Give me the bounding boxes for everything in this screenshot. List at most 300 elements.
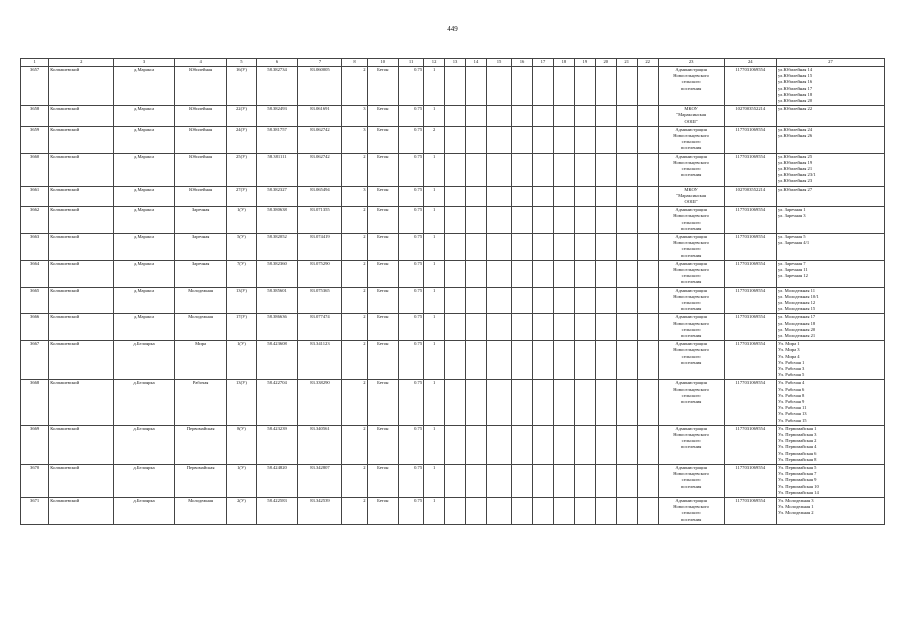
- owner-line: поселения: [680, 225, 702, 231]
- empty-cell: [466, 153, 487, 186]
- surface-cell: Бетон: [367, 207, 398, 234]
- ogrn-cell: 1177031069554: [724, 425, 776, 464]
- surface-cell: Бетон: [367, 287, 398, 314]
- empty-cell: [574, 287, 595, 314]
- empty-cell: [512, 186, 533, 207]
- owner-line: Новосельцевского: [673, 386, 709, 392]
- owner-cell: [658, 380, 724, 425]
- locality-cell: д.Белоярка: [114, 464, 175, 497]
- container-type-cell: 2: [342, 67, 367, 106]
- count-cell: 2: [424, 126, 445, 153]
- owner-line: Администрация: [675, 380, 707, 386]
- addresses-cell: [776, 126, 884, 153]
- table-row: [21, 153, 885, 186]
- address-line: ул.Юбилейная 16: [777, 79, 813, 85]
- house-cell: 22(У): [227, 106, 256, 127]
- ogrn-cell: 1177031069554: [724, 153, 776, 186]
- address-line: ул.Юбилейная 24: [777, 126, 813, 132]
- empty-cell: [486, 497, 511, 524]
- owner-line: Администрация: [675, 126, 707, 132]
- empty-cell: [574, 380, 595, 425]
- addresses-cell: [776, 233, 884, 260]
- address-line: ул. Заречная 11: [777, 266, 808, 272]
- owner-line: сельского: [681, 139, 701, 145]
- latitude-cell: 58.422583: [256, 497, 298, 524]
- empty-cell: [466, 260, 487, 287]
- empty-cell: [445, 106, 466, 127]
- owner-line: поселения: [680, 279, 702, 285]
- empty-cell: [553, 497, 574, 524]
- container-type-cell: 2: [342, 233, 367, 260]
- owner-line: Новосельцевского: [673, 132, 709, 138]
- address-line: ул. Заречная 4/1: [777, 240, 810, 246]
- empty-cell: [486, 260, 511, 287]
- addresses-cell: [776, 380, 884, 425]
- empty-cell: [637, 207, 658, 234]
- area-cell: 0.75: [399, 260, 424, 287]
- area-cell: 0.75: [399, 425, 424, 464]
- container-type-cell: 2: [342, 207, 367, 234]
- empty-cell: [595, 425, 616, 464]
- house-cell: 16(У): [227, 67, 256, 106]
- ogrn-cell: 1177031069554: [724, 497, 776, 524]
- column-number: 15: [486, 59, 511, 67]
- district-cell: Колпашевский: [49, 67, 114, 106]
- district-cell: Колпашевский: [49, 153, 114, 186]
- empty-cell: [486, 153, 511, 186]
- empty-cell: [553, 341, 574, 380]
- record-number: 3659: [21, 126, 49, 153]
- latitude-cell: 58.382493: [256, 106, 298, 127]
- owner-line: сельского: [681, 299, 701, 305]
- column-number: 18: [553, 59, 574, 67]
- empty-cell: [553, 106, 574, 127]
- empty-cell: [553, 314, 574, 341]
- district-cell: Колпашевский: [49, 287, 114, 314]
- empty-cell: [533, 380, 554, 425]
- district-cell: Колпашевский: [49, 341, 114, 380]
- empty-cell: [616, 106, 637, 127]
- surface-cell: Бетон: [367, 464, 398, 497]
- ogrn-cell: 1027003552214: [724, 106, 776, 127]
- latitude-cell: 58.424820: [256, 464, 298, 497]
- empty-cell: [553, 67, 574, 106]
- column-number: 14: [466, 59, 487, 67]
- area-cell: 0.75: [399, 287, 424, 314]
- address-line: ул. Заречная 1: [777, 207, 806, 213]
- record-number: 3671: [21, 497, 49, 524]
- longitude-cell: 83.338290: [298, 380, 342, 425]
- district-cell: Колпашевский: [49, 126, 114, 153]
- area-cell: 0.75: [399, 207, 424, 234]
- address-line: ул.Юбилейная 15: [777, 73, 813, 79]
- owner-line: Новосельцевского: [673, 320, 709, 326]
- empty-cell: [595, 207, 616, 234]
- record-number: 3664: [21, 260, 49, 287]
- address-line: ул. Заречная 5: [777, 233, 806, 239]
- owner-cell: [658, 106, 724, 127]
- ogrn-cell: 1177031069554: [724, 67, 776, 106]
- house-cell: 13(У): [227, 380, 256, 425]
- locality-cell: д.Белоярка: [114, 425, 175, 464]
- owner-line: "Мараксинская: [676, 112, 706, 118]
- surface-cell: Бетон: [367, 314, 398, 341]
- ogrn-cell: 1177031069554: [724, 314, 776, 341]
- address-line: Ул. Мира 4: [777, 353, 800, 359]
- table-row: [21, 260, 885, 287]
- owner-line: Администрация: [675, 207, 707, 213]
- surface-cell: Бетон: [367, 153, 398, 186]
- empty-cell: [595, 67, 616, 106]
- district-cell: Колпашевский: [49, 464, 114, 497]
- count-cell: 1: [424, 425, 445, 464]
- register-table: [20, 58, 885, 525]
- empty-cell: [637, 260, 658, 287]
- latitude-cell: 58.382360: [256, 260, 298, 287]
- column-number: 13: [445, 59, 466, 67]
- address-line: Ул. Рабочая 9: [777, 398, 805, 404]
- address-line: Ул. Первомайская 2: [777, 438, 817, 444]
- empty-cell: [533, 287, 554, 314]
- addresses-cell: [776, 425, 884, 464]
- ogrn-cell: 1177031069554: [724, 260, 776, 287]
- area-cell: 0.75: [399, 186, 424, 207]
- empty-cell: [574, 233, 595, 260]
- empty-cell: [553, 153, 574, 186]
- owner-line: поселения: [680, 483, 702, 489]
- address-line: ул. Молодежная 12: [777, 299, 816, 305]
- empty-cell: [486, 314, 511, 341]
- empty-cell: [533, 67, 554, 106]
- column-number: 1: [21, 59, 49, 67]
- owner-line: Новосельцевского: [673, 73, 709, 79]
- count-cell: 1: [424, 207, 445, 234]
- locality-cell: д.Маракса: [114, 67, 175, 106]
- empty-cell: [637, 67, 658, 106]
- district-cell: Колпашевский: [49, 497, 114, 524]
- table-row: [21, 233, 885, 260]
- district-cell: Колпашевский: [49, 233, 114, 260]
- empty-cell: [533, 314, 554, 341]
- locality-cell: д.Белоярка: [114, 497, 175, 524]
- empty-cell: [637, 314, 658, 341]
- container-type-cell: 2: [342, 464, 367, 497]
- ogrn-cell: 1177031069554: [724, 380, 776, 425]
- empty-cell: [595, 126, 616, 153]
- house-cell: 1(У): [227, 207, 256, 234]
- district-cell: Колпашевский: [49, 106, 114, 127]
- table-row: [21, 186, 885, 207]
- street-cell: Юбилейная: [174, 106, 226, 127]
- empty-cell: [574, 67, 595, 106]
- area-cell: 0.75: [399, 314, 424, 341]
- count-cell: 1: [424, 233, 445, 260]
- longitude-cell: 83.075365: [298, 287, 342, 314]
- house-cell: 24(У): [227, 126, 256, 153]
- empty-cell: [553, 380, 574, 425]
- empty-cell: [445, 497, 466, 524]
- column-number: 23: [658, 59, 724, 67]
- empty-cell: [616, 341, 637, 380]
- address-line: Ул. Рабочая 15: [777, 417, 807, 423]
- owner-line: Администрация: [675, 497, 707, 503]
- empty-cell: [512, 67, 533, 106]
- empty-cell: [637, 186, 658, 207]
- empty-cell: [616, 126, 637, 153]
- record-number: 3667: [21, 341, 49, 380]
- empty-cell: [445, 186, 466, 207]
- address-line: Ул. Первомайская 5: [777, 464, 817, 470]
- empty-cell: [486, 126, 511, 153]
- addresses-cell: [776, 207, 884, 234]
- record-number: 3666: [21, 314, 49, 341]
- surface-cell: Бетон: [367, 260, 398, 287]
- address-line: Ул. Первомайская 4: [777, 444, 817, 450]
- owner-line: поселения: [680, 516, 702, 522]
- empty-cell: [595, 153, 616, 186]
- owner-line: поселения: [680, 145, 702, 151]
- container-type-cell: 2: [342, 497, 367, 524]
- street-cell: Первомайская: [174, 464, 226, 497]
- column-number: 11: [399, 59, 424, 67]
- addresses-cell: [776, 464, 884, 497]
- surface-cell: Бетон: [367, 233, 398, 260]
- owner-cell: [658, 207, 724, 234]
- empty-cell: [574, 186, 595, 207]
- empty-cell: [553, 287, 574, 314]
- address-line: ул.Юбилейная 21: [777, 165, 813, 171]
- owner-line: сельского: [681, 165, 701, 171]
- empty-cell: [533, 207, 554, 234]
- empty-cell: [445, 464, 466, 497]
- addresses-cell: [776, 260, 884, 287]
- ogrn-cell: 1027003552214: [724, 186, 776, 207]
- empty-cell: [512, 233, 533, 260]
- page-number: 449: [447, 25, 458, 33]
- owner-line: поселения: [680, 398, 702, 404]
- empty-cell: [574, 425, 595, 464]
- count-cell: 1: [424, 153, 445, 186]
- address-line: Ул. Первомайская 9: [777, 477, 817, 483]
- empty-cell: [595, 380, 616, 425]
- house-cell: 27(У): [227, 186, 256, 207]
- area-cell: 0.75: [399, 106, 424, 127]
- owner-line: "Мараксинская: [676, 192, 706, 198]
- latitude-cell: 58.380638: [256, 207, 298, 234]
- owner-cell: [658, 425, 724, 464]
- owner-line: Администрация: [675, 153, 707, 159]
- empty-cell: [512, 153, 533, 186]
- address-line: ул.Юбилейная 14: [777, 67, 813, 72]
- empty-cell: [512, 464, 533, 497]
- owner-cell: [658, 287, 724, 314]
- house-cell: 25(У): [227, 153, 256, 186]
- owner-line: Администрация: [675, 67, 707, 72]
- empty-cell: [616, 207, 637, 234]
- empty-cell: [466, 314, 487, 341]
- owner-line: Новосельцевского: [673, 504, 709, 510]
- table-row: [21, 287, 885, 314]
- address-line: Ул. Молодежная 2: [777, 510, 814, 516]
- empty-cell: [512, 341, 533, 380]
- address-line: ул.Юбилейная 18: [777, 91, 813, 97]
- longitude-cell: 83.074419: [298, 233, 342, 260]
- area-cell: 0.75: [399, 126, 424, 153]
- address-line: Ул. Первомайская 1: [777, 425, 817, 431]
- owner-line: поселения: [680, 252, 702, 258]
- empty-cell: [533, 341, 554, 380]
- area-cell: 0.75: [399, 497, 424, 524]
- addresses-cell: [776, 497, 884, 524]
- count-cell: 1: [424, 260, 445, 287]
- column-number: 16: [512, 59, 533, 67]
- owner-cell: [658, 67, 724, 106]
- latitude-cell: 58.382327: [256, 186, 298, 207]
- owner-line: Новосельцевского: [673, 347, 709, 353]
- surface-cell: Бетон: [367, 106, 398, 127]
- empty-cell: [574, 497, 595, 524]
- column-number: 10: [367, 59, 398, 67]
- owner-line: Новосельцевского: [673, 159, 709, 165]
- house-cell: 1(У): [227, 341, 256, 380]
- column-number: 3: [114, 59, 175, 67]
- addresses-cell: [776, 314, 884, 341]
- address-line: ул. Молодежная 20: [777, 326, 816, 332]
- owner-line: Администрация: [675, 233, 707, 239]
- ogrn-cell: 1177031069554: [724, 207, 776, 234]
- address-line: ул.Юбилейная 26: [777, 132, 813, 138]
- street-cell: Заречная: [174, 207, 226, 234]
- empty-cell: [595, 314, 616, 341]
- ogrn-cell: 1177031069554: [724, 287, 776, 314]
- count-cell: 1: [424, 314, 445, 341]
- column-number: 12: [424, 59, 445, 67]
- addresses-cell: [776, 186, 884, 207]
- empty-cell: [553, 425, 574, 464]
- longitude-cell: 83.340561: [298, 425, 342, 464]
- addresses-cell: [776, 287, 884, 314]
- empty-cell: [637, 106, 658, 127]
- empty-cell: [445, 153, 466, 186]
- locality-cell: д.Белоярка: [114, 380, 175, 425]
- address-line: Ул. Рабочая 4: [777, 380, 805, 386]
- empty-cell: [574, 106, 595, 127]
- owner-line: сельского: [681, 219, 701, 225]
- owner-line: поселения: [680, 306, 702, 312]
- empty-cell: [445, 260, 466, 287]
- empty-cell: [637, 497, 658, 524]
- owner-cell: [658, 186, 724, 207]
- street-cell: Молодежная: [174, 497, 226, 524]
- owner-cell: [658, 497, 724, 524]
- address-line: ул. Молодежная 18: [777, 320, 816, 326]
- owner-line: МКОУ: [684, 106, 698, 112]
- container-type-cell: 2: [342, 380, 367, 425]
- address-line: Ул. Рабочая 3: [777, 365, 805, 371]
- table-row: [21, 106, 885, 127]
- owner-line: поселения: [680, 85, 702, 91]
- empty-cell: [637, 380, 658, 425]
- empty-cell: [486, 233, 511, 260]
- address-line: Ул. Молодежная 3: [777, 497, 814, 503]
- table-row: [21, 207, 885, 234]
- longitude-cell: 83.341123: [298, 341, 342, 380]
- empty-cell: [595, 186, 616, 207]
- street-cell: Молодежная: [174, 314, 226, 341]
- address-line: ул.Юбилейная 20: [777, 98, 813, 104]
- locality-cell: д.Маракса: [114, 106, 175, 127]
- owner-line: ООШ": [684, 198, 698, 204]
- address-line: ул. Молодежная 21: [777, 332, 816, 338]
- address-line: ул.Юбилейная 17: [777, 85, 813, 91]
- owner-cell: [658, 233, 724, 260]
- house-cell: 13(У): [227, 287, 256, 314]
- surface-cell: Бетон: [367, 67, 398, 106]
- empty-cell: [553, 464, 574, 497]
- empty-cell: [616, 464, 637, 497]
- empty-cell: [616, 153, 637, 186]
- address-line: Ул. Первомайская 7: [777, 471, 817, 477]
- count-cell: 1: [424, 341, 445, 380]
- empty-cell: [486, 186, 511, 207]
- district-cell: Колпашевский: [49, 207, 114, 234]
- address-line: ул.Юбилейная 23/1: [777, 172, 816, 178]
- latitude-cell: 58.381111: [256, 153, 298, 186]
- owner-line: поселения: [680, 332, 702, 338]
- address-line: ул. Молодежная 15: [777, 306, 816, 312]
- address-line: Ул. Первомайская 14: [777, 489, 819, 495]
- street-cell: Первомайская: [174, 425, 226, 464]
- owner-line: поселения: [680, 172, 702, 178]
- empty-cell: [595, 106, 616, 127]
- count-cell: 1: [424, 106, 445, 127]
- empty-cell: [616, 186, 637, 207]
- address-line: Ул. Первомайская 3: [777, 431, 817, 437]
- empty-cell: [445, 425, 466, 464]
- ogrn-cell: 1177031069554: [724, 341, 776, 380]
- house-cell: 2(У): [227, 497, 256, 524]
- owner-line: Новосельцевского: [673, 293, 709, 299]
- record-number: 3658: [21, 106, 49, 127]
- ogrn-cell: 1177031069554: [724, 464, 776, 497]
- column-number: 2: [49, 59, 114, 67]
- ogrn-cell: 1177031069554: [724, 126, 776, 153]
- record-number: 3669: [21, 425, 49, 464]
- empty-cell: [533, 260, 554, 287]
- district-cell: Колпашевский: [49, 380, 114, 425]
- container-type-cell: 2: [342, 260, 367, 287]
- empty-cell: [533, 153, 554, 186]
- empty-cell: [512, 425, 533, 464]
- container-type-cell: 2: [342, 341, 367, 380]
- table-row: [21, 126, 885, 153]
- owner-line: сельского: [681, 79, 701, 85]
- address-line: Ул. Рабочая 1: [777, 359, 805, 365]
- surface-cell: Бетон: [367, 425, 398, 464]
- owner-line: сельского: [681, 273, 701, 279]
- table-row: [21, 314, 885, 341]
- area-cell: 0.75: [399, 380, 424, 425]
- latitude-cell: 58.381757: [256, 126, 298, 153]
- surface-cell: Бетон: [367, 380, 398, 425]
- longitude-cell: 83.075290: [298, 260, 342, 287]
- owner-line: ООШ": [684, 118, 698, 124]
- owner-line: сельского: [681, 392, 701, 398]
- empty-cell: [445, 341, 466, 380]
- owner-line: сельского: [681, 438, 701, 444]
- surface-cell: Бетон: [367, 341, 398, 380]
- longitude-cell: 83.077474: [298, 314, 342, 341]
